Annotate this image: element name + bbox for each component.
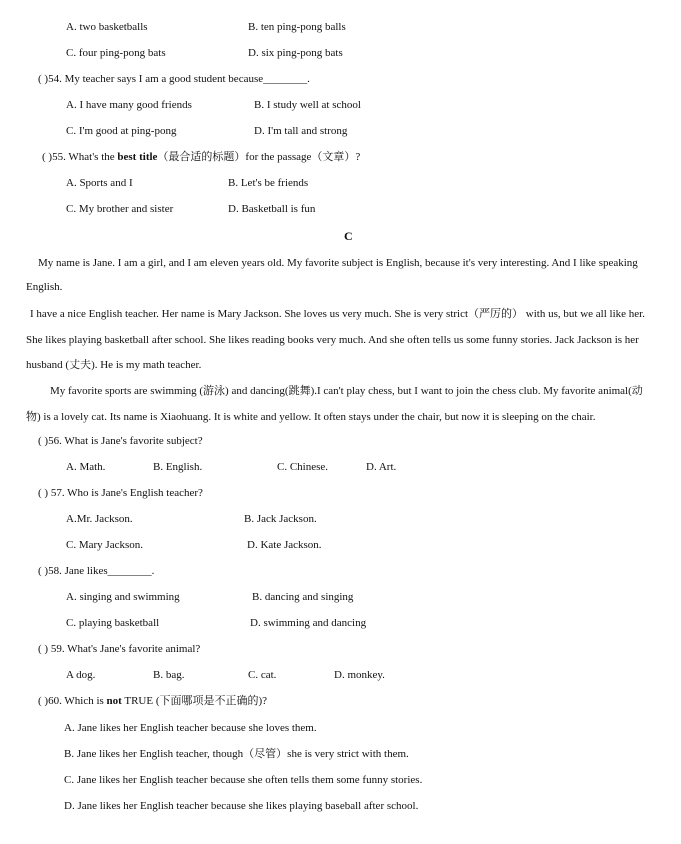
q54-option-a: A. I have many good friends bbox=[66, 99, 192, 111]
q53-option-b: B. ten ping-pong balls bbox=[248, 21, 346, 33]
q59-option-d: D. monkey. bbox=[334, 669, 385, 681]
q59-option-c: C. cat. bbox=[248, 669, 277, 681]
passage-p3-line1: My favorite sports are swimming (游泳) and dancing(跳舞).I can't play chess, but I want to join the chess club. My favorite animal(动 bbox=[50, 385, 643, 397]
q59-option-a: A dog. bbox=[66, 669, 96, 681]
q57-option-a: A.Mr. Jackson. bbox=[66, 513, 133, 525]
q55-option-b: B. Let's be friends bbox=[228, 177, 309, 189]
q55-stem-bold: best title bbox=[117, 151, 158, 163]
passage-p3-line2: 物) is a lovely cat. Its name is Xiaohuang. It is white and yellow. It often stays under the chair, but now it is sleeping on the chair. bbox=[26, 411, 596, 423]
q53-option-d: D. six ping-pong bats bbox=[248, 47, 343, 59]
q58-stem: ( )58. Jane likes________. bbox=[38, 565, 155, 577]
q57-option-c: C. Mary Jackson. bbox=[66, 539, 143, 551]
passage-p1-line2: English. bbox=[26, 281, 63, 293]
q53-option-a: A. two basketballs bbox=[66, 21, 148, 33]
q55-option-a: A. Sports and I bbox=[66, 177, 133, 189]
passage-p1-line1: My name is Jane. I am a girl, and I am eleven years old. My favorite subject is English, because it's very interesting. And I like speaking bbox=[38, 257, 638, 269]
q58-option-c: C. playing basketball bbox=[66, 617, 160, 629]
passage-p2-line3: husband (丈夫). He is my math teacher. bbox=[26, 359, 202, 371]
q58-option-b: B. dancing and singing bbox=[252, 591, 354, 603]
q56-stem: ( )56. What is Jane's favorite subject? bbox=[38, 435, 203, 447]
q55-option-d: D. Basketball is fun bbox=[228, 203, 316, 215]
q55-stem bbox=[42, 150, 360, 164]
q60-option-c: C. Jane likes her English teacher because she often tells them some funny stories. bbox=[64, 774, 423, 786]
q56-option-b: B. English. bbox=[153, 461, 203, 473]
q57-stem: ( ) 57. Who is Jane's English teacher? bbox=[38, 487, 203, 499]
q57-option-b: B. Jack Jackson. bbox=[244, 513, 317, 525]
q58-option-a: A. singing and swimming bbox=[66, 591, 180, 603]
q54-option-c: C. I'm good at ping-pong bbox=[66, 125, 177, 137]
q60-option-d: D. Jane likes her English teacher because she likes playing baseball after school. bbox=[64, 800, 419, 812]
q54-stem: ( )54. My teacher says I am a good student because________. bbox=[38, 73, 310, 85]
q53-option-c: C. four ping-pong bats bbox=[66, 47, 166, 59]
q55-stem-post: （最合适的标题）for the passage（文章）? bbox=[157, 151, 361, 163]
q60-stem-bold: not bbox=[106, 695, 122, 707]
q60-stem-pre: ( )60. Which is bbox=[38, 695, 107, 707]
section-heading-c: C bbox=[344, 229, 353, 243]
q54-option-b: B. I study well at school bbox=[254, 99, 361, 111]
q59-stem: ( ) 59. What's Jane's favorite animal? bbox=[38, 643, 201, 655]
q60-stem bbox=[38, 694, 267, 708]
q60-option-a: A. Jane likes her English teacher because she loves them. bbox=[64, 722, 317, 734]
q59-option-b: B. bag. bbox=[153, 669, 185, 681]
q60-option-b: B. Jane likes her English teacher, though（尽管）she is very strict with them. bbox=[64, 748, 409, 760]
passage-p2-line1: I have a nice English teacher. Her name is Mary Jackson. She loves us very much. She is very strict（严厉的） with us, but we all like her. bbox=[30, 308, 645, 320]
q60-stem-post: TRUE (下面哪项是不正确的)? bbox=[121, 695, 268, 707]
passage-p2-line2: She likes playing basketball after school. She likes reading books very much. And she often tells us some funny stories. Jack Jackson is her bbox=[26, 334, 639, 346]
q56-option-a: A. Math. bbox=[66, 461, 106, 473]
q54-option-d: D. I'm tall and strong bbox=[254, 125, 348, 137]
q55-stem-pre: ( )55. What's the bbox=[42, 151, 118, 163]
q55-option-c: C. My brother and sister bbox=[66, 203, 174, 215]
q58-option-d: D. swimming and dancing bbox=[250, 617, 367, 629]
q56-option-d: D. Art. bbox=[366, 461, 397, 473]
q57-option-d: D. Kate Jackson. bbox=[247, 539, 322, 551]
q56-option-c: C. Chinese. bbox=[277, 461, 329, 473]
